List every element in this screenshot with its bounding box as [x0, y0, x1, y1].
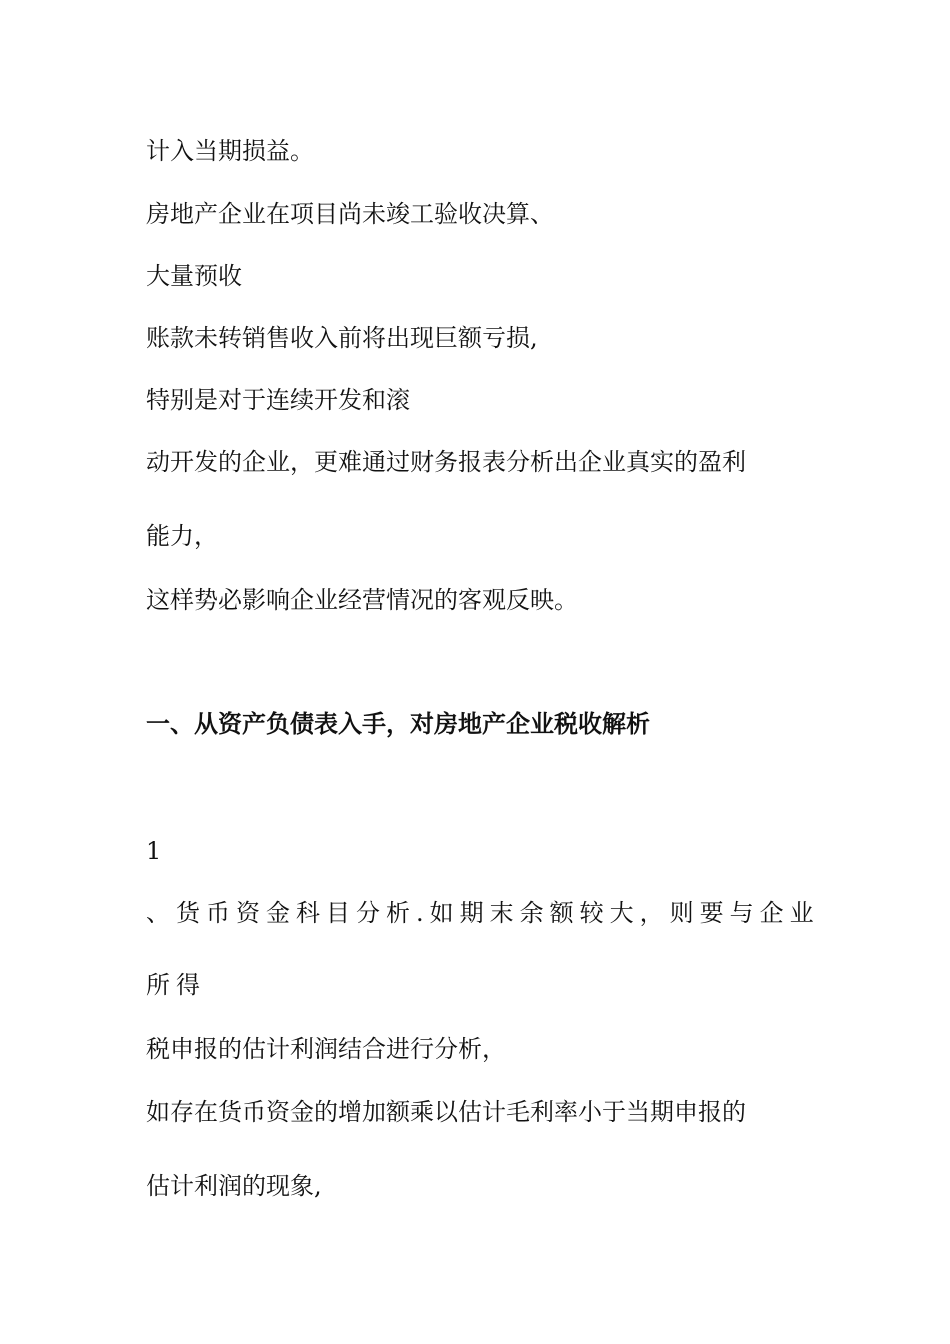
text-line: 税申报的估计利润结合进行分析，: [146, 1035, 506, 1063]
text-line: 计入当期损益。: [146, 137, 314, 165]
text-line: 房地产企业在项目尚未竣工验收决算、: [146, 200, 554, 228]
text-line: 能力，: [146, 522, 218, 550]
text-line: 特别是对于连续开发和滚: [146, 386, 410, 414]
text-line: 所得: [146, 971, 206, 999]
text-line: 动开发的企业，更难通过财务报表分析出企业真实的盈利: [146, 448, 746, 476]
item-number: 1: [146, 837, 162, 865]
text-line: 这样势必影响企业经营情况的客观反映。: [146, 586, 578, 614]
text-line: 估计利润的现象,: [146, 1172, 322, 1200]
text-line: 大量预收: [146, 262, 242, 290]
text-line: 如存在货币资金的增加额乘以估计毛利率小于当期申报的: [146, 1098, 746, 1126]
section-heading: 一、从资产负债表入手，对房地产企业税收解析: [146, 709, 650, 738]
text-line: 账款未转销售收入前将出现巨额亏损,: [146, 324, 538, 352]
text-line: 、货币资金科目分析.如期末余额较大，则要与企业: [146, 899, 820, 927]
